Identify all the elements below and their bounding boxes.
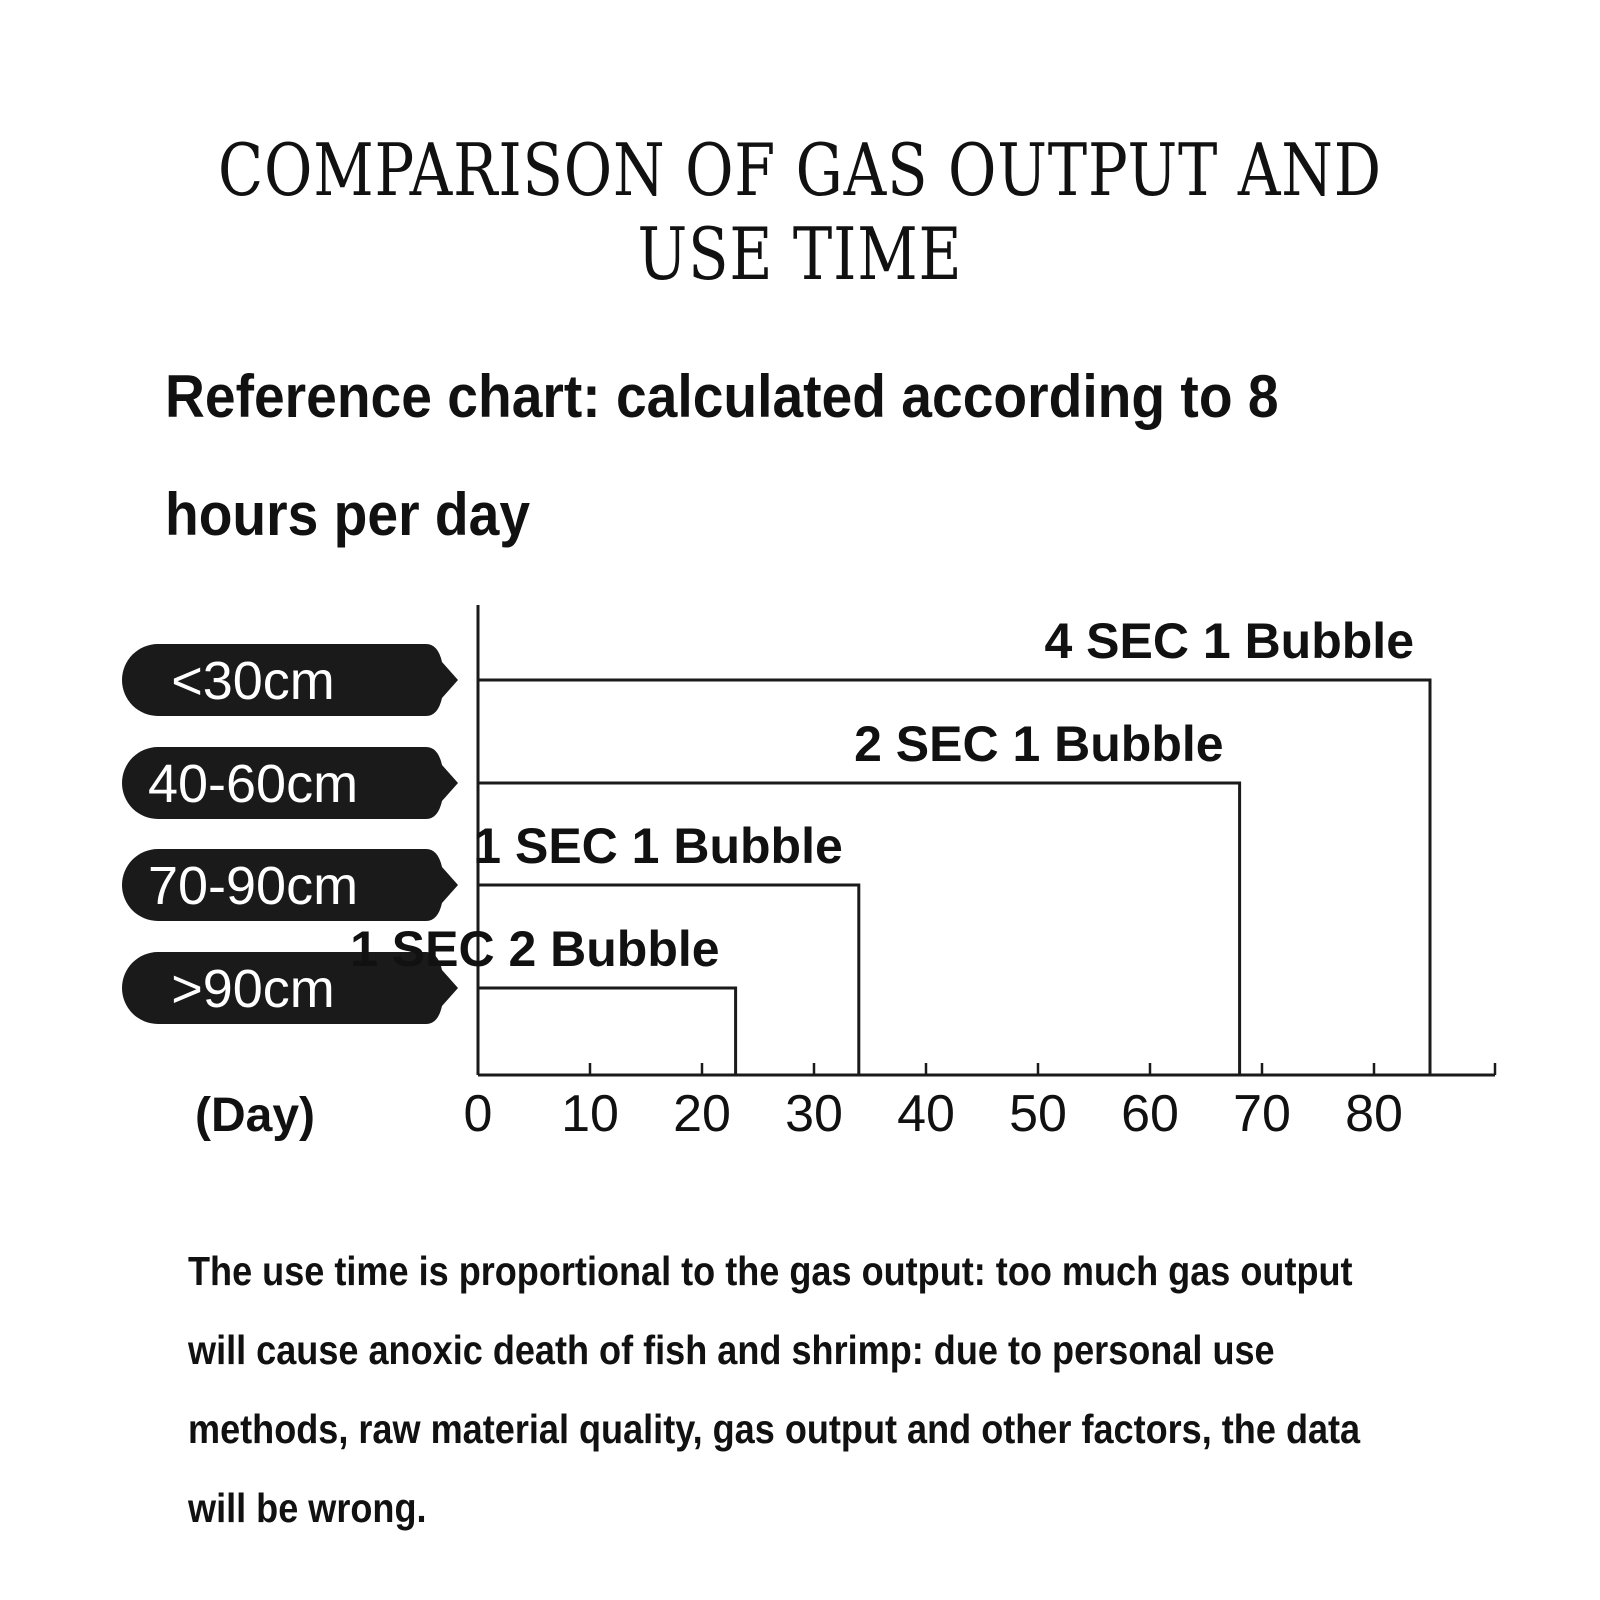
chart-subtitle: Reference chart: calculated according to 8 hours per day bbox=[165, 363, 1279, 548]
x-tick-label: 0 bbox=[463, 1085, 493, 1143]
bar-outline bbox=[478, 988, 736, 1075]
x-tick-label: 20 bbox=[673, 1085, 731, 1143]
x-tick-label: 60 bbox=[1121, 1085, 1179, 1143]
bar-label: 2 SEC 1 Bubble bbox=[854, 716, 1224, 772]
category-label: 70-90cm bbox=[147, 856, 359, 916]
x-tick-label: 10 bbox=[561, 1085, 619, 1143]
x-tick-label: 70 bbox=[1233, 1085, 1291, 1143]
x-tick-label: 30 bbox=[785, 1085, 843, 1143]
x-tick-label: 50 bbox=[1009, 1085, 1067, 1143]
page-title: COMPARISON OF GAS OUTPUT AND USE TIME bbox=[218, 128, 1382, 296]
bar-outline bbox=[478, 885, 859, 1075]
usage-note: The use time is proportional to the gas output: too much gas output will cause anoxic death of fish and shrimp: due to personal use methods, raw material quality, gas output and other factors, the data will be wrong. bbox=[188, 1248, 1361, 1531]
bar-label: 1 SEC 2 Bubble bbox=[350, 921, 720, 977]
category-label: 40-60cm bbox=[147, 754, 359, 814]
category-label: <30cm bbox=[171, 651, 335, 711]
category-label: >90cm bbox=[171, 959, 335, 1019]
x-axis-label: (Day) bbox=[194, 1089, 316, 1142]
bar-label: 1 SEC 1 Bubble bbox=[473, 818, 843, 874]
x-tick-label: 40 bbox=[897, 1085, 955, 1143]
bar-label: 4 SEC 1 Bubble bbox=[1044, 613, 1414, 669]
x-tick-label: 80 bbox=[1345, 1085, 1403, 1143]
